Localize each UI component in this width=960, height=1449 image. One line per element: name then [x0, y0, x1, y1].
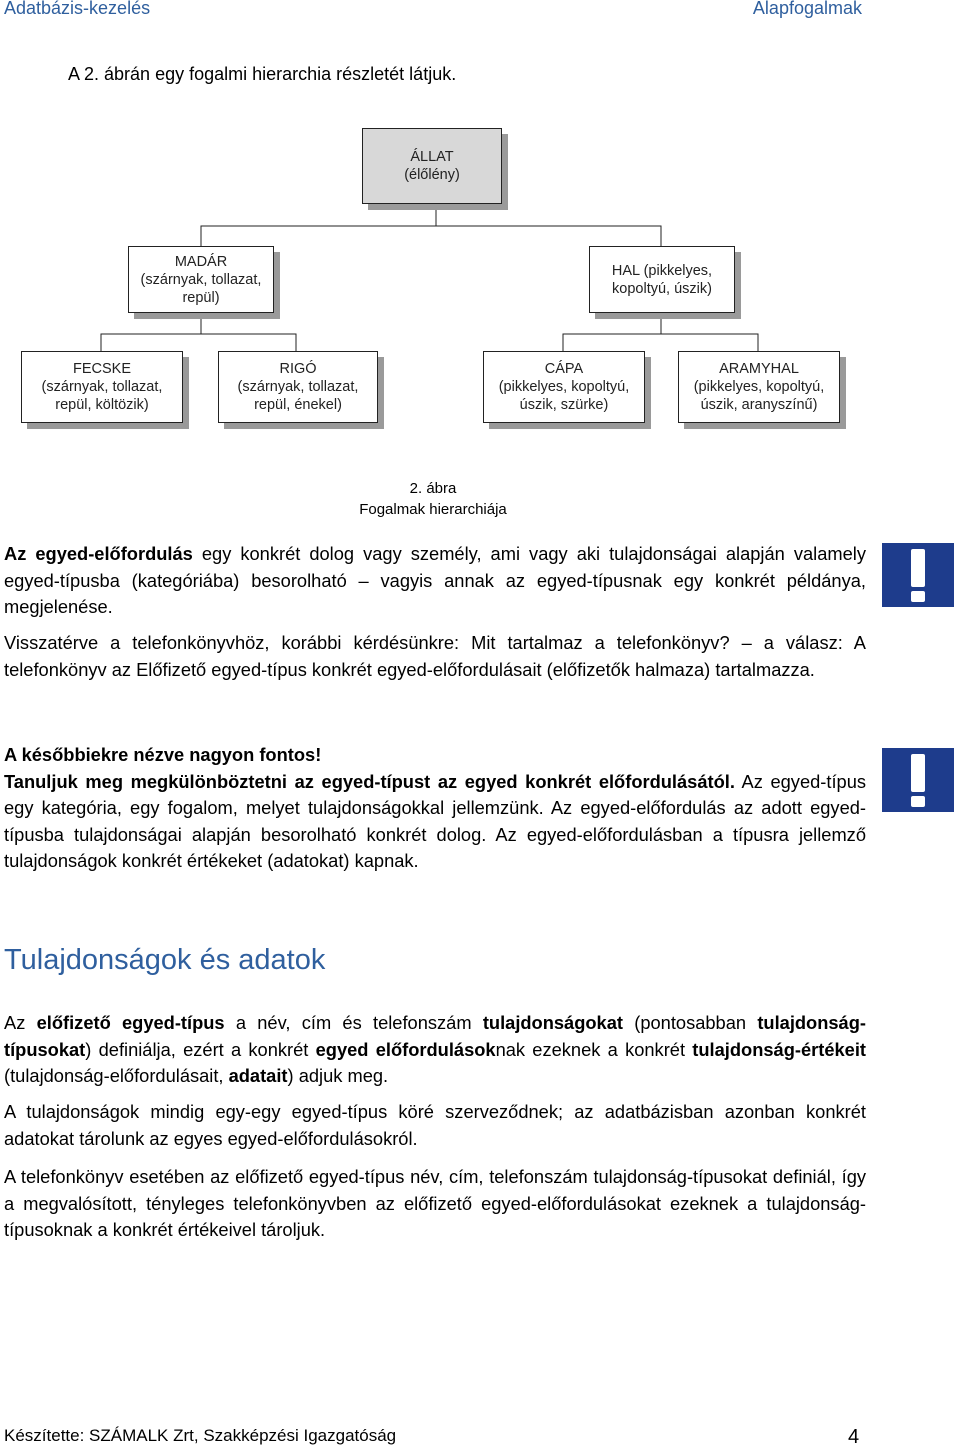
- node-allat-title: ÁLLAT: [410, 149, 454, 165]
- node-rigo-line2: (szárnyak, tollazat,: [237, 379, 359, 395]
- figure-title: Fogalmak hierarchiája: [359, 501, 507, 518]
- node-hal-line1: HAL (pikkelyes,: [611, 262, 713, 279]
- header-right-title: Alapfogalmak: [752, 0, 862, 18]
- para5-text: A tulajdonságok mindig egy-egy egyed-típus köré szerveződnek; az adatbázisban azonban konkrét adatokat tárolunk az egyes egyed-előfordulásokról.: [4, 1101, 866, 1149]
- intro-text: A 2. ábrán egy fogalmi hierarchia részletét látjuk.: [68, 64, 457, 84]
- connector-root-hal: [436, 226, 661, 246]
- node-hal: [589, 246, 735, 313]
- node-allat: [362, 128, 502, 204]
- para2-text: Visszatérve a telefonkönyvhöz, korábbi kérdésünkre: Mit tartalmaz a telefonkönyv? – a válasz: A telefonkönyv az Előfizető egyed-típus konkrét egyed-előfordulásait (előfizetők halmaza) tartalmazza.: [4, 632, 866, 680]
- connector-root-madar: [201, 204, 436, 246]
- node-rigo-line1: RIGÓ: [279, 361, 317, 377]
- node-allat-desc: (élőlény): [404, 167, 460, 183]
- paragraph-egyed-elofordulas: [4, 541, 866, 621]
- node-madar-line1: MADÁR: [174, 253, 228, 270]
- header-left-title: Adatbázis-kezelés: [4, 0, 151, 18]
- figure-caption: [0, 478, 866, 520]
- para4-t2: a név, cím és telefonszám: [224, 1012, 483, 1033]
- para4-t4: ) definiálja, ezért a konkrét: [85, 1038, 316, 1060]
- node-capa-line3: úszik, szürke): [519, 397, 609, 413]
- node-madar-line3: repül): [182, 289, 220, 306]
- connector-hal-aramyhal: [661, 334, 758, 351]
- connector-madar-rigo: [201, 334, 296, 351]
- node-aramyhal: [678, 351, 840, 423]
- paragraph-elofizeto: [4, 1010, 866, 1090]
- page-number: 4: [848, 1426, 860, 1448]
- connector-hal-capa: [563, 313, 661, 351]
- para4-b4: egyed előfordulások: [315, 1038, 496, 1060]
- figure-number: 2. ábra: [409, 480, 457, 497]
- para4-t5: nak ezeknek a konkrét: [495, 1038, 693, 1060]
- para4-t3: (pontosabban: [622, 1012, 758, 1033]
- para4-b1: előfizető egyed-típus: [36, 1012, 225, 1033]
- node-aramyhal-line1: ARAMYHAL: [719, 361, 799, 377]
- connector-madar-fecske: [101, 313, 201, 351]
- important-rule: Tanuljuk meg megkülönböztetni az egyed-típust az egyed konkrét előfordulásától.: [4, 770, 735, 792]
- node-madar: [128, 246, 274, 313]
- node-capa-line1: CÁPA: [544, 361, 584, 377]
- para4-b2: tulajdonságokat: [482, 1012, 623, 1033]
- node-rigo-line3: repül, énekel): [254, 397, 342, 413]
- node-aramyhal-line2: (pikkelyes, kopoltyú,: [693, 379, 825, 395]
- node-fecske-line3: repül, költözik): [55, 397, 149, 413]
- para4-b6: adatait: [228, 1065, 288, 1086]
- paragraph-telefonkonyv: [4, 630, 866, 683]
- node-capa: [483, 351, 645, 423]
- node-fecske-line2: (szárnyak, tollazat,: [41, 379, 163, 395]
- node-rigo: [218, 351, 378, 423]
- footer-author: Készítette: SZÁMALK Zrt, Szakképzési Igazgatóság: [4, 1426, 397, 1445]
- paragraph-tulajdonsagok: [4, 1099, 866, 1152]
- node-capa-line2: (pikkelyes, kopoltyú,: [498, 379, 630, 395]
- para4-t7: ) adjuk meg.: [287, 1065, 389, 1086]
- exclamation-warning-icon: [882, 543, 954, 607]
- node-fecske: [21, 351, 183, 423]
- para4-b5: tulajdonság-értékeit: [692, 1038, 866, 1060]
- para3-text: Az egyed-típus egy kategória, egy fogalom, melyet tulajdonságokkal jellemzünk. Az egyed-előfordulás az adott egyed-típusba tulajdonságai alapján besorolható konkrét dolog. Az egyed-előfordulásban a típusra jellemző tulajdonságok konkrét értékeket (adatokat) kapnak.: [4, 770, 867, 871]
- paragraph-fontos: [4, 742, 866, 875]
- term-egyed-elofordulas: Az egyed-előfordulás: [4, 543, 193, 564]
- node-madar-line2: (szárnyak, tollazat,: [140, 271, 262, 288]
- para6-text: A telefonkönyv esetében az előfizető egyed-típus név, cím, telefonszám tulajdonság-típusokat definiál, így a megvalósított, tényleges telefonkönyvben az előfizető egyed-előfordulásokat ezeknek a tulajdonság-típusoknak a konkrét értékeivel tároljuk.: [4, 1166, 866, 1240]
- node-fecske-line1: FECSKE: [72, 361, 131, 377]
- exclamation-warning-icon: [882, 748, 954, 812]
- node-aramyhal-line3: úszik, aranyszínű): [700, 397, 818, 413]
- para1-text: egy konkrét dolog vagy személy, ami vagy aki tulajdonságai alapján valamely egyed-típusba (kategóriába) besorolható – vagyis annak az egyed-típusnak egy konkrét példánya, megjelenése.: [4, 543, 866, 617]
- para4-b3: tulajdonság-típusokat: [4, 1012, 866, 1060]
- node-hal-line2: kopoltyú, úszik): [612, 280, 712, 297]
- para4-t1: Az: [4, 1012, 37, 1033]
- section-title: Tulajdonságok és adatok: [4, 944, 326, 976]
- paragraph-telefonkonyv-tarolas: [4, 1164, 866, 1244]
- important-note: A későbbiekre nézve nagyon fontos!: [4, 744, 322, 765]
- para4-t6: (tulajdonság-előfordulásait,: [4, 1065, 229, 1086]
